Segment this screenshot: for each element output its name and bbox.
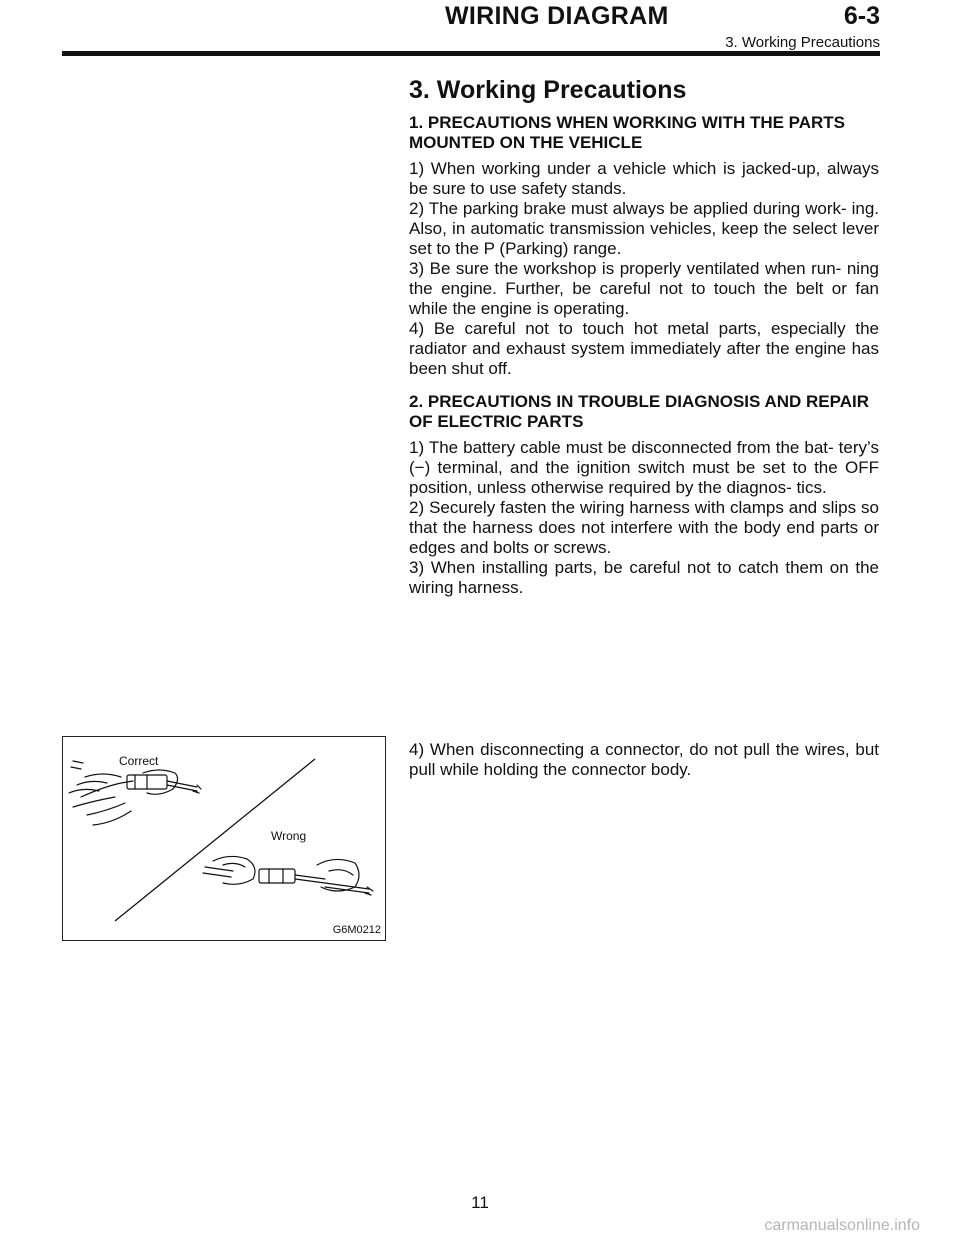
section-2-item: 3) When installing parts, be careful not to catch them on the wiring harness.: [409, 558, 879, 597]
section-1-item: 3) Be sure the workshop is properly ventilated when run- ning the engine. Further, be careful not to touch the belt or fan while the engine is operating.: [409, 259, 879, 318]
section-2-body: [409, 438, 879, 598]
figure-id: G6M0212: [332, 924, 381, 936]
section-number: 6-3: [843, 2, 880, 30]
correct-label: Correct: [119, 754, 159, 768]
section-1-body: [409, 159, 879, 379]
section-1-item: 2) The parking brake must always be applied during work- ing. Also, in automatic transmission vehicles, keep the select lever set to the P (Parking) range.: [409, 199, 879, 258]
section-2-item: 4) When disconnecting a connector, do not pull the wires, but pull while holding the connector body.: [409, 740, 879, 779]
header-subtitle: 3. Working Precautions: [725, 34, 880, 51]
section-2-item: 2) Securely fasten the wiring harness with clamps and slips so that the harness does not interfere with the body end parts or edges and bolts or screws.: [409, 498, 879, 557]
wrong-label: Wrong: [271, 829, 307, 843]
section-1-item: 1) When working under a vehicle which is jacked-up, always be sure to use safety stands.: [409, 159, 879, 198]
page-title: 3. Working Precautions: [409, 76, 687, 104]
header-title: WIRING DIAGRAM: [445, 2, 669, 30]
section-1-item: 4) Be careful not to touch hot metal parts, especially the radiator and exhaust system immediately after the engine has been shut off.: [409, 319, 879, 378]
section-2-heading: 2. PRECAUTIONS IN TROUBLE DIAGNOSIS AND REPAIR OF ELECTRIC PARTS: [409, 392, 869, 431]
connector-illustration: [63, 737, 387, 942]
connector-figure: [62, 736, 386, 941]
page-number: 11: [471, 1193, 489, 1212]
watermark: carmanualsonline.info: [764, 1217, 920, 1234]
section-2-item: 1) The battery cable must be disconnected from the bat- tery’s (−) terminal, and the ignition switch must be set to the OFF position, unless otherwise required by the diagnos- tics.: [409, 438, 879, 497]
section-1-heading: 1. PRECAUTIONS WHEN WORKING WITH THE PARTS MOUNTED ON THE VEHICLE: [409, 113, 846, 152]
header-rule: [62, 51, 880, 56]
